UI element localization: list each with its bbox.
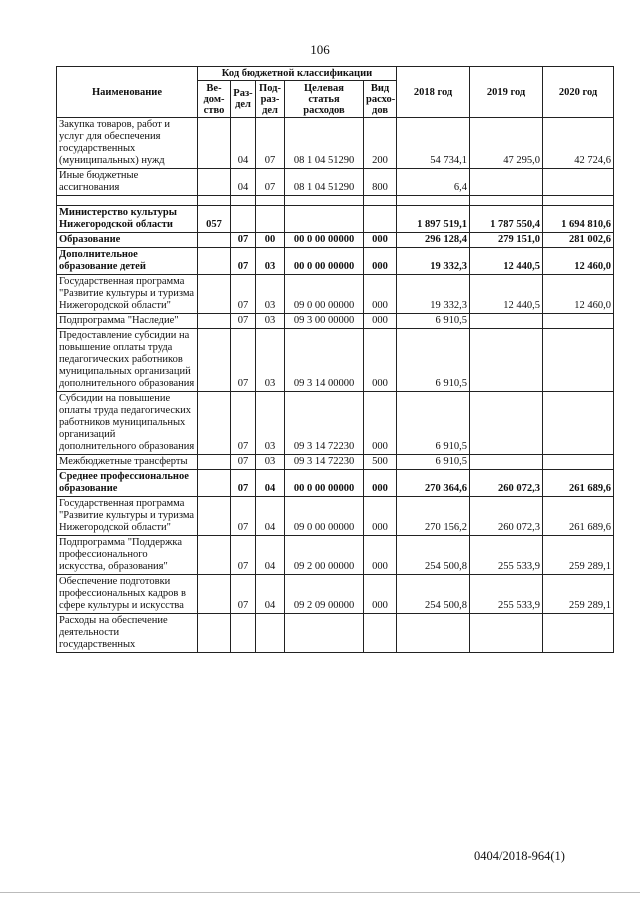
row-amount-2020: 12 460,0 — [543, 248, 614, 275]
row-celevaya-statya — [285, 206, 364, 233]
row-celevaya-statya: 00 0 00 00000 — [285, 470, 364, 497]
row-vid-rashodov: 000 — [364, 470, 397, 497]
row-amount-2019 — [470, 329, 543, 392]
row-amount-2020 — [543, 392, 614, 455]
row-vid-rashodov — [364, 206, 397, 233]
row-amount-2019 — [470, 455, 543, 470]
row-vid-rashodov: 000 — [364, 392, 397, 455]
row-amount-2018: 1 897 519,1 — [397, 206, 470, 233]
row-podrazdel: 03 — [256, 329, 285, 392]
row-amount-2019 — [470, 196, 543, 206]
budget-table — [56, 66, 614, 653]
table-row — [57, 233, 614, 248]
row-amount-2020: 42 724,6 — [543, 118, 614, 169]
row-celevaya-statya — [285, 196, 364, 206]
table-row — [57, 118, 614, 169]
row-vid-rashodov: 000 — [364, 575, 397, 614]
row-amount-2020 — [543, 614, 614, 653]
header-podrazdel: Под- раз- дел — [256, 81, 285, 118]
row-amount-2018: 19 332,3 — [397, 275, 470, 314]
row-amount-2019 — [470, 614, 543, 653]
row-podrazdel: 03 — [256, 392, 285, 455]
row-razdel: 07 — [231, 275, 256, 314]
row-vedomstvo — [198, 392, 231, 455]
row-razdel: 07 — [231, 329, 256, 392]
row-amount-2020: 281 002,6 — [543, 233, 614, 248]
row-amount-2019: 1 787 550,4 — [470, 206, 543, 233]
row-amount-2018: 19 332,3 — [397, 248, 470, 275]
row-amount-2019 — [470, 392, 543, 455]
row-name: Дополнительное образование детей — [57, 248, 198, 275]
row-razdel: 07 — [231, 497, 256, 536]
table-row — [57, 575, 614, 614]
row-name: Государственная программа "Развитие культуры и туризма Нижегородской области" — [57, 275, 198, 314]
row-amount-2018: 6 910,5 — [397, 455, 470, 470]
row-amount-2020: 1 694 810,6 — [543, 206, 614, 233]
page-number: 106 — [310, 42, 330, 57]
row-name — [57, 196, 198, 206]
row-vedomstvo — [198, 497, 231, 536]
row-amount-2019: 12 440,5 — [470, 248, 543, 275]
table-row — [57, 470, 614, 497]
row-amount-2018: 6 910,5 — [397, 329, 470, 392]
row-name: Расходы на обеспечение деятельности государственных — [57, 614, 198, 653]
row-amount-2020 — [543, 455, 614, 470]
table-body — [57, 118, 614, 653]
row-vid-rashodov: 800 — [364, 169, 397, 196]
row-amount-2019: 255 533,9 — [470, 536, 543, 575]
row-podrazdel: 04 — [256, 470, 285, 497]
row-vid-rashodov: 000 — [364, 233, 397, 248]
row-vid-rashodov — [364, 196, 397, 206]
table-row — [57, 314, 614, 329]
row-vedomstvo — [198, 248, 231, 275]
table-row — [57, 329, 614, 392]
row-name: Субсидии на повышение оплаты труда педагогических работников муниципальных организаций дополнительного образования — [57, 392, 198, 455]
row-amount-2019: 260 072,3 — [470, 497, 543, 536]
row-vedomstvo — [198, 314, 231, 329]
table-row — [57, 169, 614, 196]
row-razdel: 07 — [231, 233, 256, 248]
row-razdel: 07 — [231, 314, 256, 329]
row-vid-rashodov: 000 — [364, 329, 397, 392]
header-row-top — [57, 67, 614, 81]
table-row — [57, 497, 614, 536]
row-name: Образование — [57, 233, 198, 248]
row-razdel — [231, 614, 256, 653]
row-celevaya-statya: 09 3 00 00000 — [285, 314, 364, 329]
row-vedomstvo — [198, 575, 231, 614]
row-name: Государственная программа "Развитие культуры и туризма Нижегородской области" — [57, 497, 198, 536]
row-vid-rashodov: 000 — [364, 275, 397, 314]
row-name: Подпрограмма "Поддержка профессионального искусства, образования" — [57, 536, 198, 575]
row-amount-2018: 254 500,8 — [397, 536, 470, 575]
row-vedomstvo — [198, 614, 231, 653]
row-razdel: 07 — [231, 392, 256, 455]
row-podrazdel — [256, 196, 285, 206]
row-razdel: 07 — [231, 536, 256, 575]
row-celevaya-statya: 09 3 14 72230 — [285, 455, 364, 470]
row-podrazdel: 07 — [256, 169, 285, 196]
row-vid-rashodov: 000 — [364, 536, 397, 575]
row-podrazdel: 00 — [256, 233, 285, 248]
row-amount-2019 — [470, 169, 543, 196]
row-amount-2019: 260 072,3 — [470, 470, 543, 497]
row-amount-2019: 279 151,0 — [470, 233, 543, 248]
table-row — [57, 455, 614, 470]
row-amount-2020: 259 289,1 — [543, 536, 614, 575]
row-vid-rashodov: 200 — [364, 118, 397, 169]
row-podrazdel: 07 — [256, 118, 285, 169]
row-amount-2019: 12 440,5 — [470, 275, 543, 314]
row-razdel — [231, 206, 256, 233]
row-name: Закупка товаров, работ и услуг для обеспечения государственных (муниципальных) нужд — [57, 118, 198, 169]
row-celevaya-statya: 09 3 14 00000 — [285, 329, 364, 392]
header-vid-rashodov: Вид расхо- дов — [364, 81, 397, 118]
row-celevaya-statya: 09 0 00 00000 — [285, 497, 364, 536]
row-vedomstvo: 057 — [198, 206, 231, 233]
row-razdel: 07 — [231, 470, 256, 497]
row-name: Среднее профессиональное образование — [57, 470, 198, 497]
row-amount-2018: 254 500,8 — [397, 575, 470, 614]
row-podrazdel: 03 — [256, 455, 285, 470]
row-vid-rashodov: 000 — [364, 314, 397, 329]
row-vedomstvo — [198, 233, 231, 248]
document-number: 0404/2018-964(1) — [474, 849, 565, 863]
row-celevaya-statya: 08 1 04 51290 — [285, 118, 364, 169]
row-name: Подпрограмма "Наследие" — [57, 314, 198, 329]
header-code-group: Код бюджетной классификации — [198, 67, 397, 81]
row-amount-2020 — [543, 169, 614, 196]
row-amount-2020 — [543, 314, 614, 329]
row-amount-2020 — [543, 196, 614, 206]
row-podrazdel: 03 — [256, 314, 285, 329]
row-podrazdel: 04 — [256, 536, 285, 575]
row-amount-2020 — [543, 329, 614, 392]
row-celevaya-statya: 08 1 04 51290 — [285, 169, 364, 196]
row-podrazdel: 03 — [256, 275, 285, 314]
row-vedomstvo — [198, 455, 231, 470]
row-razdel: 07 — [231, 455, 256, 470]
row-amount-2018 — [397, 196, 470, 206]
row-amount-2020: 261 689,6 — [543, 497, 614, 536]
row-vedomstvo — [198, 329, 231, 392]
row-amount-2018: 270 364,6 — [397, 470, 470, 497]
row-amount-2020: 259 289,1 — [543, 575, 614, 614]
row-podrazdel: 04 — [256, 497, 285, 536]
row-razdel: 07 — [231, 575, 256, 614]
row-amount-2018: 296 128,4 — [397, 233, 470, 248]
scan-edge-line — [0, 892, 640, 893]
row-celevaya-statya — [285, 614, 364, 653]
row-razdel: 04 — [231, 169, 256, 196]
row-podrazdel: 04 — [256, 575, 285, 614]
table-row — [57, 206, 614, 233]
row-amount-2018: 6 910,5 — [397, 314, 470, 329]
row-vedomstvo — [198, 536, 231, 575]
row-razdel: 07 — [231, 248, 256, 275]
row-amount-2019: 255 533,9 — [470, 575, 543, 614]
row-amount-2018: 6 910,5 — [397, 392, 470, 455]
row-celevaya-statya: 09 3 14 72230 — [285, 392, 364, 455]
row-razdel: 04 — [231, 118, 256, 169]
row-amount-2020: 12 460,0 — [543, 275, 614, 314]
table-row — [57, 536, 614, 575]
row-vid-rashodov: 000 — [364, 248, 397, 275]
header-2020: 2020 год — [543, 67, 614, 118]
row-celevaya-statya: 00 0 00 00000 — [285, 248, 364, 275]
row-amount-2018: 6,4 — [397, 169, 470, 196]
row-amount-2018: 54 734,1 — [397, 118, 470, 169]
header-2019: 2019 год — [470, 67, 543, 118]
row-amount-2019: 47 295,0 — [470, 118, 543, 169]
row-name: Предоставление субсидии на повышение оплаты труда педагогических работников муниципальных организаций дополнительного образования — [57, 329, 198, 392]
row-podrazdel — [256, 206, 285, 233]
row-vedomstvo — [198, 118, 231, 169]
row-vid-rashodov: 000 — [364, 497, 397, 536]
row-amount-2018: 270 156,2 — [397, 497, 470, 536]
row-vedomstvo — [198, 169, 231, 196]
table-row — [57, 248, 614, 275]
header-vedomstvo: Ве- дом- ство — [198, 81, 231, 118]
row-celevaya-statya: 09 0 00 00000 — [285, 275, 364, 314]
table-row — [57, 196, 614, 206]
row-vedomstvo — [198, 470, 231, 497]
header-2018: 2018 год — [397, 67, 470, 118]
row-celevaya-statya: 09 2 09 00000 — [285, 575, 364, 614]
row-razdel — [231, 196, 256, 206]
table-row — [57, 275, 614, 314]
row-vedomstvo — [198, 275, 231, 314]
row-name: Министерство культуры Нижегородской области — [57, 206, 198, 233]
row-vid-rashodov: 500 — [364, 455, 397, 470]
table-row — [57, 392, 614, 455]
header-celevaya-statya: Целевая статья расходов — [285, 81, 364, 118]
row-vid-rashodov — [364, 614, 397, 653]
row-name: Обеспечение подготовки профессиональных кадров в сфере культуры и искусства — [57, 575, 198, 614]
row-celevaya-statya: 09 2 00 00000 — [285, 536, 364, 575]
header-razdel: Раз- дел — [231, 81, 256, 118]
row-vedomstvo — [198, 196, 231, 206]
row-podrazdel: 03 — [256, 248, 285, 275]
row-podrazdel — [256, 614, 285, 653]
header-name: Наименование — [57, 67, 198, 118]
row-name: Иные бюджетные ассигнования — [57, 169, 198, 196]
row-amount-2019 — [470, 314, 543, 329]
row-celevaya-statya: 00 0 00 00000 — [285, 233, 364, 248]
row-amount-2018 — [397, 614, 470, 653]
table-row — [57, 614, 614, 653]
row-amount-2020: 261 689,6 — [543, 470, 614, 497]
row-name: Межбюджетные трансферты — [57, 455, 198, 470]
